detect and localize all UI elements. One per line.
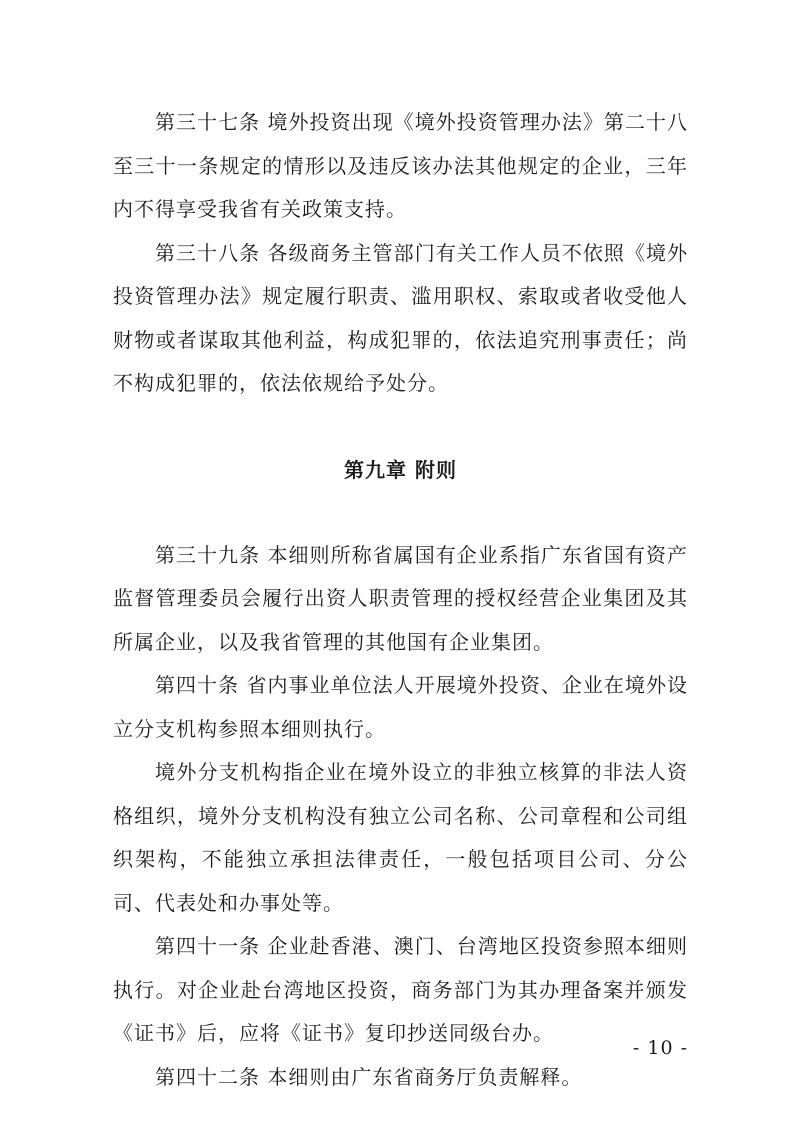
article-39: 第三十九条 本细则所称省属国有企业系指广东省国有资产监督管理委员会履行出资人职责管理的授权经营企业集团及其所属企业，以及我省管理的其他国有企业集团。 [113, 542, 688, 654]
article-38: 第三十八条 各级商务主管部门有关工作人员不依照《境外投资管理办法》规定履行职责、滥用职权、索取或者收受他人财物或者谋取其他利益，构成犯罪的，依法追究刑事责任；尚不构成犯罪的，依法依规给予处分。 [113, 240, 688, 395]
article-37: 第三十七条 境外投资出现《境外投资管理办法》第二十八至三十一条规定的情形以及违反该办法其他规定的企业，三年内不得享受我省有关政策支持。 [113, 110, 688, 221]
article-42: 第四十二条 本细则由广东省商务厅负责解释。 [155, 1064, 583, 1089]
article-40: 第四十条 省内事业单位法人开展境外投资、企业在境外设立分支机构参照本细则执行。 [113, 673, 688, 741]
page-number: - 10 - [632, 1037, 688, 1059]
chapter-title: 第九章 附则 [344, 457, 457, 482]
article-41: 第四十一条 企业赴香港、澳门、台湾地区投资参照本细则执行。对企业赴台湾地区投资，商务部门为其办理备案并颁发《证书》后，应将《证书》复印抄送同级台办。 [113, 934, 688, 1045]
branch-definition: 境外分支机构指企业在境外设立的非独立核算的非法人资格组织，境外分支机构没有独立公司名称、公司章程和公司组织架构，不能独立承担法律责任，一般包括项目公司、分公司、代表处和办事处等。 [113, 760, 688, 915]
document-body [113, 101, 688, 1099]
